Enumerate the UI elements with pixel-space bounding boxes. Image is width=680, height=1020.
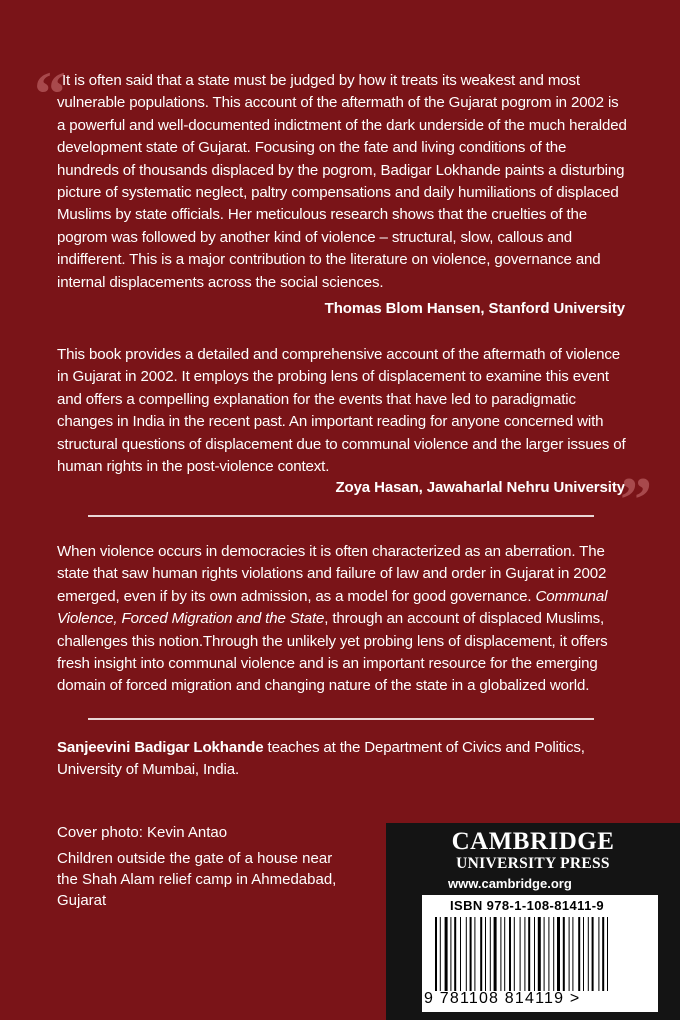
isbn-label: ISBN 978-1-108-81411-9	[450, 898, 605, 913]
divider-rule-bottom	[88, 718, 594, 720]
cover-photo-caption: Children outside the gate of a house near the Shah Alam relief camp in Ahmedabad, Gujarat	[57, 850, 337, 909]
publisher-name: CAMBRIDGE	[451, 828, 615, 855]
open-quote-mark: “	[34, 58, 66, 129]
endorsement-hansen-attribution: Thomas Blom Hansen, Stanford University	[324, 300, 625, 317]
author-bio	[57, 737, 629, 782]
close-quote-mark: ”	[620, 464, 652, 535]
author-name: Sanjeevini Badigar Lokhande	[57, 739, 264, 756]
barcode-digits: 9 781108 814119 >	[424, 990, 581, 1007]
cover-photo-credit: Cover photo: Kevin Antao	[57, 824, 228, 841]
divider-rule-top	[88, 515, 594, 517]
barcode-graphic	[435, 917, 645, 991]
book-description	[57, 541, 629, 698]
endorsement-hansen-text: It is often said that a state must be judged by how it treats its weakest and most vulnerable populations. This account of the aftermath of the Gujarat pogrom in 2002 is a powerful and well-documented indictment of the dark underside of the much heralded development state of Gujarat. Focusing on the fate and living conditions of the hundreds of thousands displaced by the pogrom, Badigar Lokhande paints a disturbing picture of systematic neglect, paltry compensations and daily humiliations of displaced Muslims by state officials. Her meticulous research shows that the cruelties of the pogrom was followed by another kind of violence – structural, slow, callous and indifferent. This is a major contribution to the literature on violence, governance and internal displacements across the social sciences.	[57, 72, 627, 291]
endorsement-hasan-attribution: Zoya Hasan, Jawaharlal Nehru University	[335, 479, 625, 496]
author-bio-text: teaches at the Department of Civics and Politics, University of Mumbai, India.	[57, 739, 585, 779]
description-rest: , through an account of displaced Muslims, challenges this notion.Through the unlikely yet probing lens of displacement, it offers fresh insight into communal violence and is an important resource for the emerging domain of forced migration and changing nature of the state in a globalized world.	[57, 610, 608, 695]
publisher-website: www.cambridge.org	[448, 876, 572, 891]
publisher-subtitle: UNIVERSITY PRESS	[456, 855, 610, 872]
book-title: Communal Violence, Forced Migration and the State	[57, 587, 608, 628]
description-intro: When violence occurs in democracies it is often characterized as an aberration. The state that saw human rights violations and failure of law and order in Gujarat in 2002 emerged, even if by its own admission, as a model for good governance.	[57, 543, 607, 605]
endorsement-hasan-text: This book provides a detailed and comprehensive account of the aftermath of violence in Gujarat in 2002. It employs the probing lens of displacement to examine this event and offers a compelling explanation for the events that have led to paradigmatic changes in India in the recent past. An important reading for anyone concerned with structural questions of displacement due to communal violence and the larger issues of human rights in the post-violence context.	[57, 346, 626, 476]
